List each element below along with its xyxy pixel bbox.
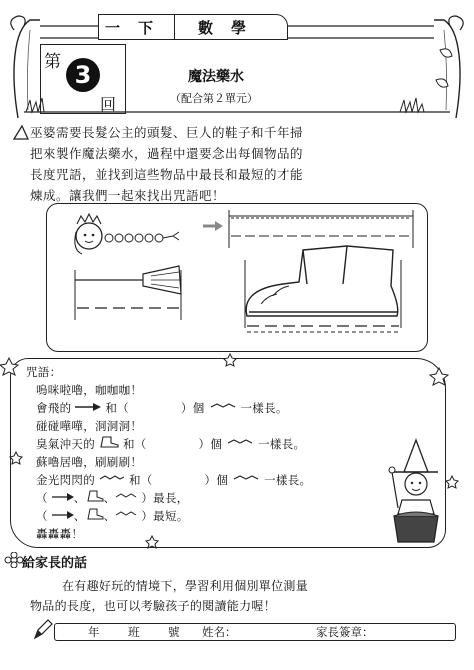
boot-small-icon [99,436,119,448]
spell-line-6-text-a: 金光閃閃的 [36,473,95,487]
spell-line-2-text-d: 一樣長。 [240,401,288,415]
footer-nian-label: 年 [88,625,100,639]
broom-small-icon [52,492,74,502]
spell-line-1: 嗚咪啦嚕，咖咖咖！ [36,383,143,397]
objects-illustration-box [46,203,428,352]
spell-line-5: 蘇嚕居嚕，刷刷刷！ [36,455,143,469]
braid-small-icon [99,474,125,484]
spell-line-8-sep-1: 、 [73,509,86,523]
spell-line-8-open: （ [36,509,48,523]
spell-line-2-text-a: 會飛的 [36,401,72,415]
spell-heading: 咒語： [26,365,62,379]
spell-line-6-text-c: ）個 [204,473,229,487]
braid-measure-row [229,210,413,248]
parent-note-line-1: 在有趣好玩的情境下，學習利用個別單位測量 [62,579,309,593]
unit-braid-icon [209,402,237,412]
broom-small-icon [75,402,101,412]
braid-small-icon [115,510,137,520]
boot-small-icon [86,508,104,520]
princess-icon [75,214,102,254]
footer-ban-label: 班 [128,625,140,639]
spell-line-4-text-b: 和（ [122,437,147,451]
unit-braid-icon [226,438,254,448]
grade-tab: 一下 [98,14,178,40]
spell-line-4-text-d: 一樣長。 [258,437,306,451]
footer-signature-label: 家長簽章： [316,625,374,639]
spell-line-6 [36,472,311,488]
unit-di-label: 第 [44,52,61,72]
worksheet-header [0,0,474,118]
spell-line-8-close: ）最短。 [141,509,189,523]
spell-line-7-close: ）最長， [141,491,189,505]
objects-illustration [47,204,427,351]
lesson-subtitle: （配合第２單元） [170,92,258,105]
footer-hao-label: 號 [168,625,180,639]
lesson-title: 魔法藥水 [188,69,244,85]
broom-icon [75,266,181,294]
witch-illustration [384,438,448,546]
spell-line-6-text-b: 和（ [128,473,153,487]
boot-small-icon [86,490,104,502]
subject-tab: 數學 [174,14,288,40]
spell-line-8-sep-2: 、 [103,509,116,523]
unit-number: 3 [66,58,100,92]
spell-line-8 [36,508,189,524]
witch-hat-icon [12,124,30,142]
student-info-bar [54,623,456,641]
spell-line-7 [36,490,189,506]
spell-line-4-text-c: ）個 [198,437,223,451]
braid-small-icon [115,492,137,502]
parent-note-title: 給家長的話 [22,556,88,571]
unit-hui-label: 回 [100,95,117,114]
spell-line-2 [36,400,288,416]
intro-line-4: 煉成。讓我們一起來找出咒語吧！ [30,188,226,203]
spell-line-7-sep-2: 、 [103,491,116,505]
spell-line-6-text-d: 一樣長。 [264,473,312,487]
footer-name-label: 姓名： [202,625,237,639]
intro-line-1: 巫婆需要長髮公主的頭髮、巨人的鞋子和千年掃 [30,125,304,140]
pencil-icon [32,618,54,642]
spell-line-4 [36,436,305,452]
parent-note-line-2: 物品的長度，也可以考驗孩子的閱讀能力喔！ [30,599,277,613]
spell-line-3: 碰碰嘩嘩，洞洞洞！ [36,419,143,433]
intro-line-2: 把來製作魔法藥水，過程中還要念出每個物品的 [30,146,304,161]
spell-line-7-sep-1: 、 [73,491,86,505]
spell-line-9: 轟轟轟！ [36,527,84,541]
unit-braid-icon [232,474,260,484]
spell-line-2-text-c: ）個 [180,401,205,415]
intro-line-3: 長度咒語，並找到這些物品中最長和最短的才能 [30,167,304,182]
braid-icon [105,232,179,242]
spell-line-7-open: （ [36,491,48,505]
spell-line-2-text-b: 和（ [105,401,129,415]
broom-small-icon [52,510,74,520]
arrow-right-icon [215,221,223,231]
note-flower-icon [4,552,24,568]
boot-icon [246,246,398,316]
spell-line-4-text-a: 臭氣沖天的 [36,437,95,451]
